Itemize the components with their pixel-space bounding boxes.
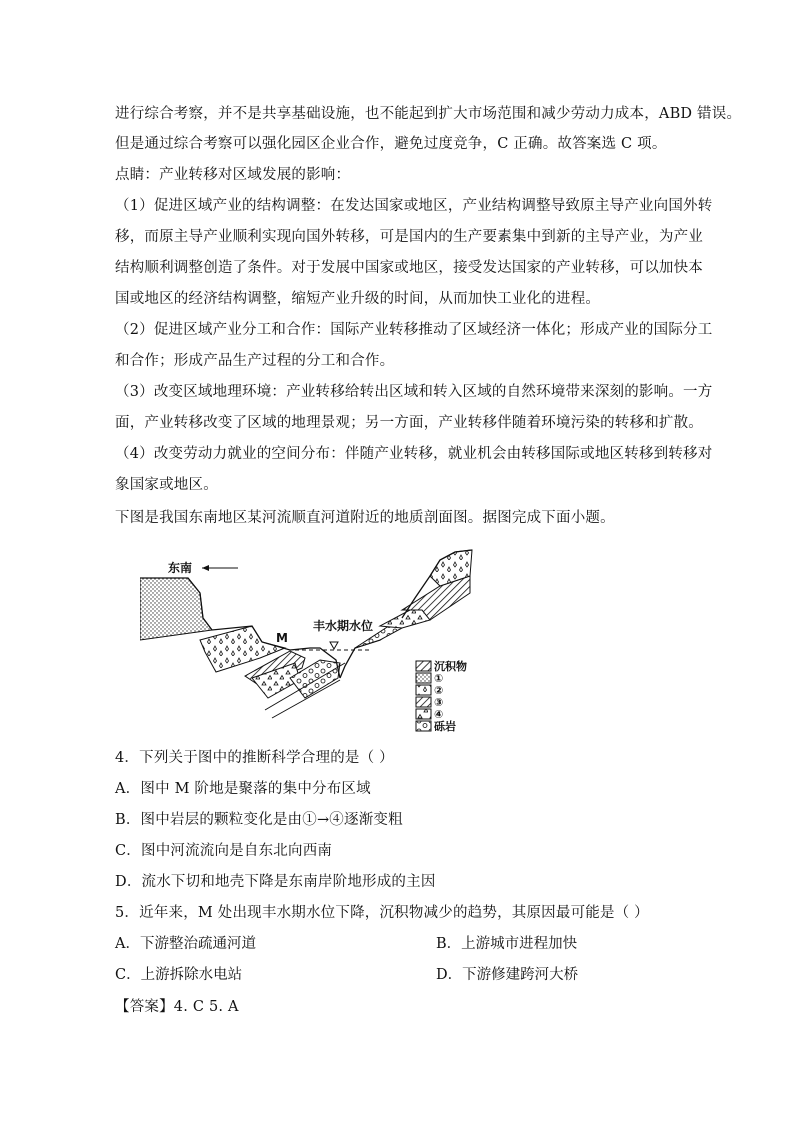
note-heading: 点睛：产业转移对区域发展的影响： bbox=[115, 167, 351, 183]
paragraph-line: 和合作；形成产品生产过程的分工和合作。 bbox=[115, 353, 395, 369]
paragraph-line: 象国家或地区。 bbox=[115, 477, 218, 493]
terrace-m-label: M bbox=[276, 631, 288, 645]
figure-intro: 下图是我国东南地区某河流顺直河道附近的地质剖面图。据图完成下面小题。 bbox=[115, 510, 615, 526]
legend-label-sediment: 沉积物 bbox=[434, 660, 467, 673]
paragraph-line: 但是通过综合考察可以强化园区企业合作，避免过度竞争，C 正确。故答案选 C 项。 bbox=[115, 136, 667, 152]
legend-swatch-conglomerate bbox=[416, 721, 431, 731]
question-5-option-c: C．上游拆除水电站 bbox=[115, 967, 243, 983]
legend-label-layer2: ② bbox=[434, 684, 444, 697]
paragraph-line: 进行综合考察，并不是共享基础设施，也不能起到扩大市场范围和减少劳动力成本，ABD 错误。 bbox=[115, 106, 742, 122]
question-4-option-b: B．图中岩层的颗粒变化是由①→④逐渐变粗 bbox=[115, 812, 403, 828]
direction-label: 东南 bbox=[168, 561, 193, 575]
legend-swatch-layer1 bbox=[416, 673, 431, 683]
question-5-option-a: A．下游整治疏通河道 bbox=[115, 936, 256, 952]
answer-key: 【答案】4. C 5. A bbox=[115, 999, 239, 1015]
question-5-stem: 5．近年来，M 处出现丰水期水位下降，沉积物减少的趋势，其原因最可能是（ ） bbox=[115, 905, 649, 921]
paragraph-line: 国或地区的经济结构调整，缩短产业升级的时间，从而加快工业化的进程。 bbox=[115, 291, 601, 307]
legend-swatch-layer4 bbox=[416, 709, 431, 719]
geological-cross-section-figure bbox=[140, 548, 480, 738]
legend-label-layer1: ① bbox=[434, 672, 444, 685]
legend-label-conglomerate: 砾岩 bbox=[434, 720, 456, 733]
question-5-option-d: D．下游修建跨河大桥 bbox=[436, 967, 579, 983]
question-4-option-d: D．流水下切和地壳下降是东南岸阶地形成的主因 bbox=[115, 874, 436, 890]
paragraph-line: 移，而原主导产业顺利实现向国外转移，可是国内的生产要素集中到新的主导产业，为产业 bbox=[115, 229, 703, 245]
legend-swatch-layer3 bbox=[416, 697, 431, 707]
question-4-option-c: C．图中河流流向是自东北向西南 bbox=[115, 843, 333, 859]
question-5-option-b: B．上游城市进程加快 bbox=[436, 936, 578, 952]
question-4-stem: 4．下列关于图中的推断科学合理的是（ ） bbox=[115, 750, 394, 766]
paragraph-line: （2）促进区域产业分工和合作：国际产业转移推动了区域经济一体化；形成产业的国际分工 bbox=[115, 322, 713, 338]
legend-label-layer3: ③ bbox=[434, 696, 444, 709]
water-level-marker-icon bbox=[330, 642, 338, 649]
paragraph-line: （4）改变劳动力就业的空间分布：伴随产业转移，就业机会由转移国际或地区转移到转移对 bbox=[115, 446, 713, 462]
direction-arrow bbox=[202, 565, 238, 571]
legend bbox=[416, 659, 467, 733]
question-4-option-a: A．图中 M 阶地是聚落的集中分布区域 bbox=[115, 781, 371, 797]
paragraph-line: 结构顺利调整创造了条件。对于发展中国家或地区，接受发达国家的产业转移，可以加快本 bbox=[115, 260, 703, 276]
left-dotted-layer bbox=[140, 578, 212, 640]
legend-swatch-layer2 bbox=[416, 685, 431, 695]
paragraph-line: 面，产业转移改变了区域的地理景观；另一方面，产业转移伴随着环境污染的转移和扩散。 bbox=[115, 415, 703, 431]
paragraph-line: （1）促进区域产业的结构调整：在发达国家或地区，产业结构调整导致原主导产业向国外转 bbox=[115, 198, 713, 214]
legend-label-layer4: ④ bbox=[434, 708, 444, 721]
water-level-label: 丰水期水位 bbox=[313, 619, 374, 633]
legend-swatch-sediment bbox=[416, 661, 431, 671]
paragraph-line: （3）改变区域地理环境：产业转移给转出区域和转入区域的自然环境带来深刻的影响。一方 bbox=[115, 384, 713, 400]
